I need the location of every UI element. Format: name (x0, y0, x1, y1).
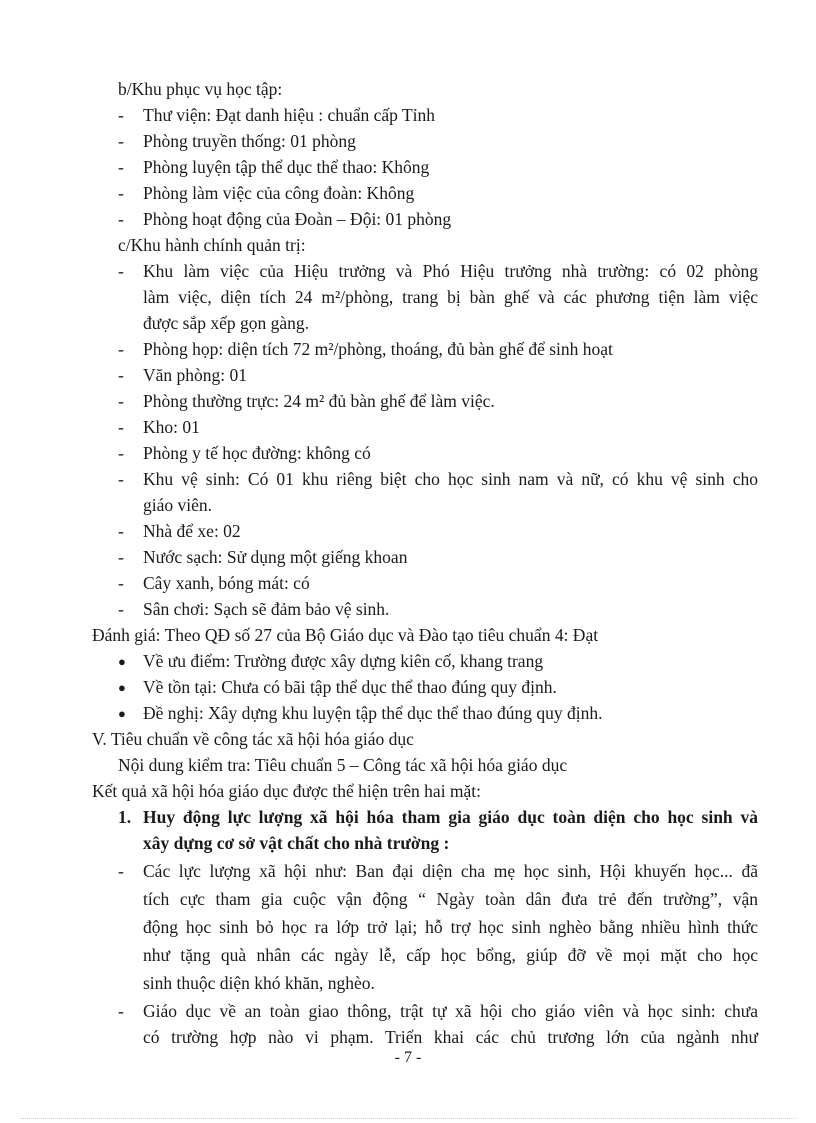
page-number: - 7 - (394, 1049, 422, 1066)
list-item: - Thư viện: Đạt danh hiệu : chuẩn cấp Tỉnh (143, 102, 435, 128)
bullet-item: Về ưu điểm: Trường được xây dựng kiên cố, khang trang (143, 651, 544, 671)
list-item-line: - Khu làm việc của Hiệu trưởng và Phó Hiệu trưởng nhà trường: có 02 phòng (143, 258, 758, 284)
list-item: - Phòng họp: diện tích 72 m²/phòng, thoáng, đủ bàn ghế để sinh hoạt (143, 336, 613, 362)
list-item-line: giáo viên. (143, 495, 213, 515)
numbered-heading-line: Huy động lực lượng xã hội hóa tham gia giáo dục toàn diện cho học sinh và (143, 807, 758, 827)
section-v-content: Nội dung kiểm tra: Tiêu chuẩn 5 – Công tác xã hội hóa giáo dục (118, 755, 568, 775)
bullet-icon: ● (118, 706, 126, 721)
list-item: - Kho: 01 (143, 414, 200, 440)
list-item-line: - Khu vệ sinh: Có 01 khu riêng biệt cho học sinh nam và nữ, có khu vệ sinh cho (143, 466, 758, 492)
list-item: - Nhà để xe: 02 (143, 518, 241, 544)
list-item: - Phòng y tế học đường: không có (143, 440, 371, 466)
paragraph-line: - Các lực lượng xã hội như: Ban đại diện cha mẹ học sinh, Hội khuyến học... đã (143, 858, 758, 884)
numbered-label: 1. (118, 807, 132, 827)
list-item: - Nước sạch: Sử dụng một giếng khoan (143, 544, 407, 570)
paragraph-line: có trường hợp nào vi phạm. Triển khai các chủ trương lớn của ngành như (143, 1027, 758, 1047)
paragraph-line: như tặng quà nhân các ngày lễ, cấp học bổng, giúp đỡ về mọi mặt cho học (143, 945, 758, 965)
paragraph-line: sinh thuộc diện khó khăn, nghèo. (143, 973, 375, 993)
list-item-line: làm việc, diện tích 24 m²/phòng, trang bị bàn ghế và các phương tiện làm việc (143, 287, 758, 307)
section-v-results: Kết quả xã hội hóa giáo dục được thể hiện trên hai mặt: (92, 781, 482, 801)
bullet-icon: ● (118, 680, 126, 695)
bullet-item: Đề nghị: Xây dựng khu luyện tập thể dục thể thao đúng quy định. (143, 703, 603, 723)
list-item: - Văn phòng: 01 (143, 362, 247, 388)
paragraph-line: - Giáo dục về an toàn giao thông, trật tự xã hội cho giáo viên và học sinh: chưa (143, 998, 758, 1024)
section-b-heading: b/Khu phục vụ học tập: (118, 79, 283, 99)
list-item: - Phòng hoạt động của Đoàn – Đội: 01 phòng (143, 206, 451, 232)
section-v-heading: V. Tiêu chuẩn về công tác xã hội hóa giáo dục (92, 729, 414, 749)
list-item: - Phòng thường trực: 24 m² đủ bàn ghế để làm việc. (143, 388, 495, 414)
paragraph-line: động học sinh bỏ học ra lớp trở lại; hỗ trợ học sinh nghèo bằng nhiều hình thức (143, 917, 758, 937)
bullet-item: Về tồn tại: Chưa có bãi tập thể dục thể thao đúng quy định. (143, 677, 557, 697)
paragraph-line: tích cực tham gia cuộc vận động “ Ngày toàn dân đưa trẻ đến trường”, vận (143, 889, 758, 909)
evaluation-text: Đánh giá: Theo QĐ số 27 của Bộ Giáo dục và Đào tạo tiêu chuẩn 4: Đạt (92, 625, 599, 645)
list-item: - Phòng làm việc của công đoàn: Không (143, 180, 414, 206)
section-c-heading: c/Khu hành chính quản trị: (118, 235, 306, 255)
numbered-heading-line: xây dựng cơ sở vật chất cho nhà trường : (143, 833, 450, 853)
list-item: - Sân chơi: Sạch sẽ đảm bảo vệ sinh. (143, 596, 389, 622)
page-bottom-divider (20, 1118, 796, 1119)
list-item: - Cây xanh, bóng mát: có (143, 570, 310, 596)
list-item: - Phòng luyện tập thể dục thể thao: Không (143, 154, 429, 180)
list-item-line: được sắp xếp gọn gàng. (143, 313, 309, 333)
list-item: - Phòng truyền thống: 01 phòng (143, 128, 356, 154)
bullet-icon: ● (118, 654, 126, 669)
